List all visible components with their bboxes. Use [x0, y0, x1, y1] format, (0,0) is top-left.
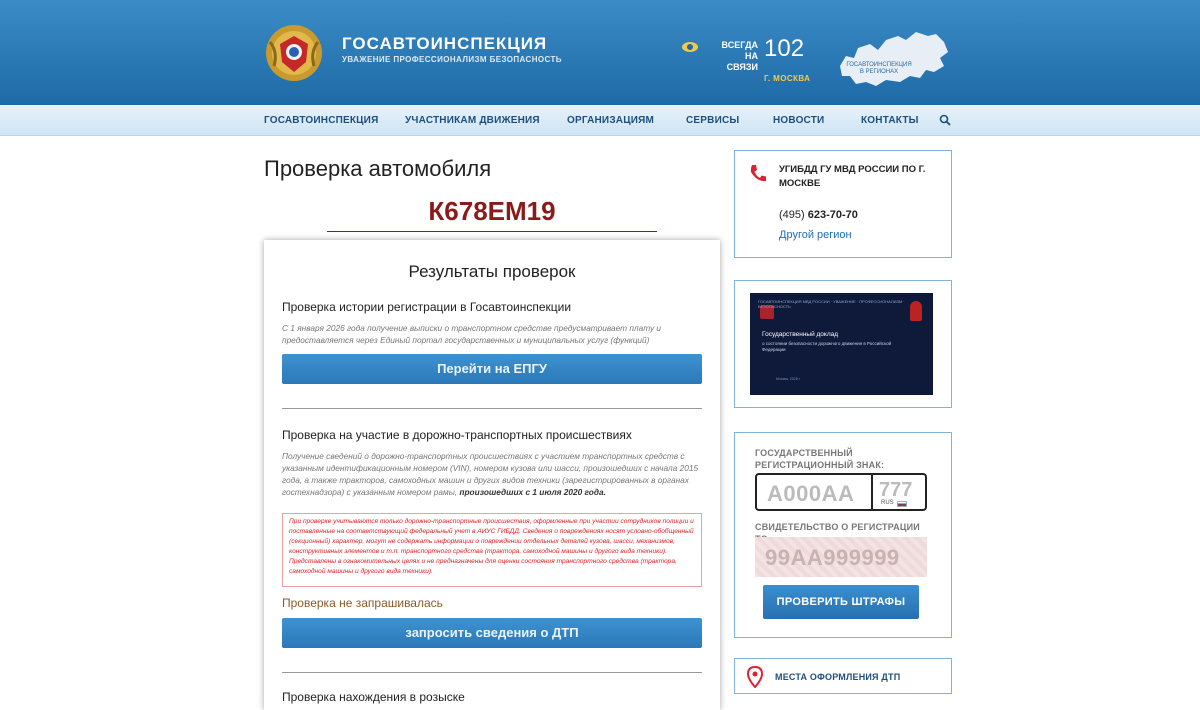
- dtp-check-text: Получение сведений о дорожно-транспортных происшествиях с участием транспортных средств с указанным идентификационным номером (VIN), номером кузова или шасси, произошедших с начала 2015 года, а также тракторов, самоходных машин и других видов техники (зарегистрированных в органах гостехнадзора) с указанным номером рамы, произошедших с 1 июля 2020 года.: [282, 451, 699, 497]
- dtp-warning-box: При проверке учитываются только дорожно-транспортные происшествия, оформленные при участии сотрудников полиции и поставленные на соответствующий федеральный учет в АИУС ГИБДД. Сведения о повреждениях носят условно-обобщенный (секционный) характер, могут не содержать информации о повреждении отдельных деталей кузова, шасси, механизмов, конструктивных элементов и т.п. транспортного средства (трактора, самоходной машины и другого вида техники). Представлены в ознакомительных целях и не предназначены для оценки состояния транспортного средства (трактора, самоходной машины и другого вида техники).: [282, 513, 702, 587]
- go-to-epgu-button[interactable]: Перейти на ЕПГУ: [282, 354, 702, 384]
- plate-field-label: ГОСУДАРСТВЕННЫЙ РЕГИСТРАЦИОННЫЙ ЗНАК:: [755, 448, 885, 470]
- brand-subtitle: УВАЖЕНИЕ ПРОФЕССИОНАЛИЗМ БЕЗОПАСНОСТЬ: [342, 55, 562, 64]
- section-divider: [282, 408, 702, 409]
- always-in-touch-label: ВСЕГДА НА СВЯЗИ: [721, 40, 758, 72]
- check-fines-button[interactable]: ПРОВЕРИТЬ ШТРАФЫ: [763, 585, 919, 619]
- nav-item-organizations[interactable]: ОРГАНИЗАЦИЯМ: [567, 115, 655, 126]
- map-pin-icon: [747, 666, 763, 688]
- report-subtitle: о состоянии безопасности дорожного движения в Российской Федерации: [762, 341, 892, 352]
- nav-item-news[interactable]: НОВОСТИ: [773, 115, 825, 126]
- other-region-link[interactable]: Другой регион: [779, 229, 852, 241]
- request-dtp-button[interactable]: запросить сведения о ДТП: [282, 618, 702, 648]
- city-label[interactable]: Г. МОСКВА: [764, 74, 811, 83]
- sts-field-label: СВИДЕТЕЛЬСТВО О РЕГИСТРАЦИИ: [755, 522, 920, 532]
- report-box: [734, 280, 952, 408]
- brand-title[interactable]: ГОСАВТОИНСПЕКЦИЯ: [342, 34, 548, 53]
- search-icon[interactable]: [939, 114, 951, 126]
- dtp-places-link[interactable]: МЕСТА ОФОРМЛЕНИЯ ДТП: [775, 672, 901, 682]
- state-report-banner[interactable]: [750, 293, 933, 395]
- results-card: [264, 240, 720, 710]
- dtp-check-title: Проверка на участие в дорожно-транспортных происшествиях: [282, 428, 632, 442]
- traffic-police-org: УГИБДД ГУ МВД РОССИИ ПО Г. МОСКВЕ: [779, 164, 926, 189]
- dtp-places-box[interactable]: [734, 658, 952, 694]
- page-title: Проверка автомобиля: [264, 156, 492, 181]
- fines-check-box: [734, 432, 952, 638]
- sts-input[interactable]: [755, 537, 927, 577]
- nav-item-services[interactable]: СЕРВИСЫ: [686, 115, 740, 126]
- report-figure-icon: [910, 301, 922, 321]
- report-footer: Москва, 2025 г.: [776, 377, 801, 381]
- registration-check-text: С 1 января 2026 года получение выписки о транспортном средстве предусматривает плату и предоставляется через Единый портал государственных и муниципальных услуг (функций): [282, 323, 662, 345]
- dtp-status: Проверка не запрашивалась: [282, 596, 443, 610]
- nav-item-traffic-participants[interactable]: УЧАСТНИКАМ ДВИЖЕНИЯ: [405, 115, 540, 126]
- checked-plate-number: К678ЕМ19: [428, 196, 556, 226]
- plate-region-placeholder: 777: [879, 479, 913, 501]
- site-header: [0, 0, 1200, 105]
- registration-check-title: Проверка истории регистрации в Госавтоинспекции: [282, 300, 572, 314]
- sts-placeholder: 99АА999999: [765, 545, 900, 570]
- russia-map-icon[interactable]: [836, 26, 952, 92]
- plate-number-placeholder: А000АА: [767, 481, 855, 506]
- nav-item-contacts[interactable]: КОНТАКТЫ: [861, 115, 919, 126]
- report-header: ГОСАВТОИНСПЕКЦИЯ МВД РОССИИ · УВАЖЕНИЕ · ПРОФЕССИОНАЛИЗМ · БЕЗОПАСНОСТЬ: [758, 299, 905, 309]
- regions-map-label[interactable]: ГОСАВТОИНСПЕКЦИЯ В РЕГИОНАХ: [846, 62, 912, 75]
- plate-underline: [327, 231, 657, 232]
- main-nav: [0, 105, 1200, 136]
- plate-input[interactable]: [755, 473, 927, 511]
- contact-phone[interactable]: (495) 623-70-70: [779, 209, 858, 221]
- eye-icon[interactable]: [681, 41, 699, 53]
- plate-separator: [871, 475, 873, 509]
- wanted-check-title: Проверка нахождения в розыске: [282, 690, 465, 704]
- gibdd-emblem-icon[interactable]: [262, 22, 326, 84]
- phone-icon: [749, 163, 767, 183]
- hotline-number: 102: [764, 35, 805, 62]
- nav-item-gosavtoinspekciya[interactable]: ГОСАВТОИНСПЕКЦИЯ: [264, 115, 379, 126]
- section-divider: [282, 672, 702, 673]
- plate-rus-label: RUS: [881, 500, 894, 506]
- report-title: Государственный доклад: [762, 331, 839, 338]
- russia-flag-icon: [897, 501, 907, 507]
- results-title: Результаты проверок: [408, 262, 576, 281]
- contact-box: [734, 150, 952, 258]
